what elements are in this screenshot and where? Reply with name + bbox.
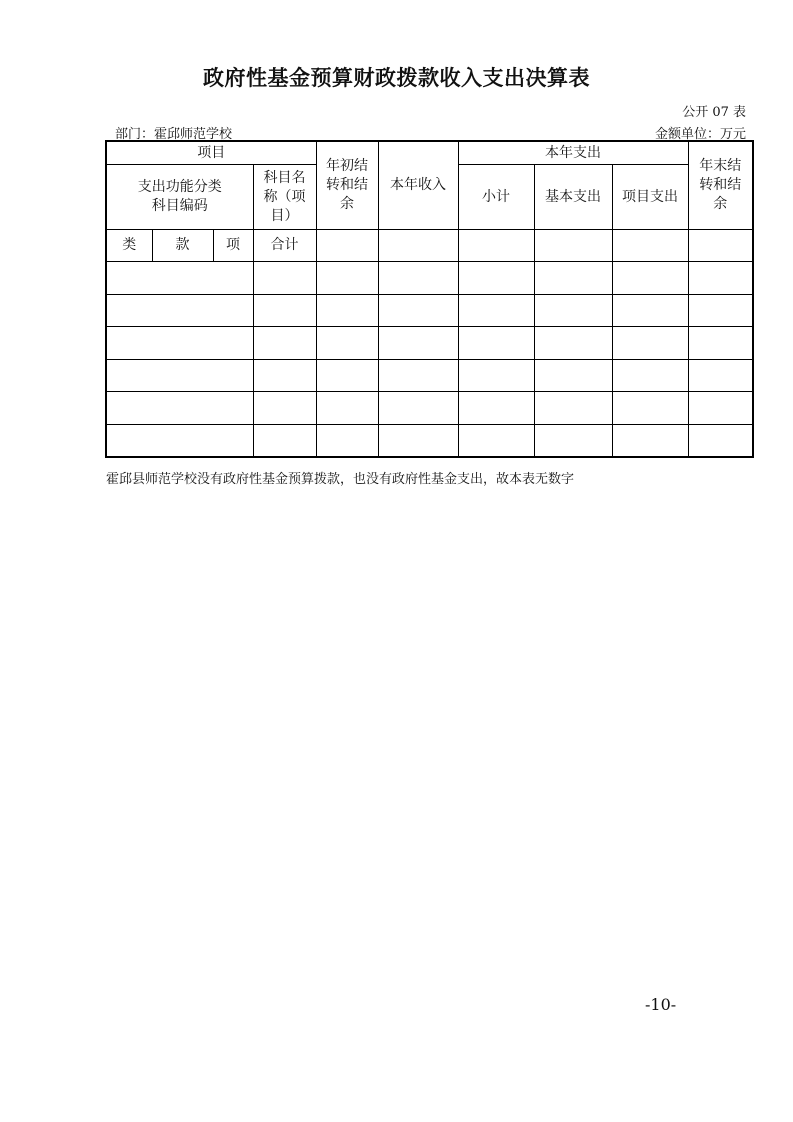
table-cell <box>458 294 534 327</box>
table-cell <box>106 424 253 457</box>
table-cell <box>106 392 253 425</box>
table-cell <box>534 359 612 392</box>
table-cell <box>612 392 688 425</box>
cell-empty <box>534 230 612 262</box>
table-cell <box>378 392 458 425</box>
table-cell <box>534 294 612 327</box>
table-cell <box>106 327 253 360</box>
table-cell <box>612 424 688 457</box>
table-code: 公开 07 表 <box>682 105 746 120</box>
function-code-line2: 科目编码 <box>151 198 208 214</box>
table-cell <box>612 294 688 327</box>
page-title: 政府性基金预算财政拨款收入支出决算表 <box>203 66 590 90</box>
header-current-income: 本年收入 <box>378 141 458 230</box>
table-cell <box>253 392 316 425</box>
page-number: -10- <box>645 995 677 1014</box>
header-category: 类 <box>106 230 152 262</box>
table-cell <box>106 294 253 327</box>
table-cell <box>316 359 378 392</box>
table-row <box>106 327 753 360</box>
table-cell <box>106 359 253 392</box>
table-cell <box>378 359 458 392</box>
table-cell <box>253 424 316 457</box>
table-cell <box>378 424 458 457</box>
header-begin-balance: 年初结转和结余 <box>316 141 378 230</box>
table-cell <box>253 294 316 327</box>
header-section: 款 <box>152 230 213 262</box>
table-cell <box>612 262 688 295</box>
table-cell <box>253 262 316 295</box>
header-subject-name: 科目名称（项目） <box>253 165 316 230</box>
table-cell <box>612 359 688 392</box>
table-row <box>106 424 753 457</box>
table-cell <box>253 327 316 360</box>
table-cell <box>458 424 534 457</box>
table-cell <box>534 424 612 457</box>
table-cell <box>378 327 458 360</box>
table-cell <box>458 392 534 425</box>
cell-empty <box>316 230 378 262</box>
function-code-line1: 支出功能分类 <box>137 179 222 195</box>
header-current-expense: 本年支出 <box>458 141 688 165</box>
table-row <box>106 392 753 425</box>
cell-empty <box>688 230 753 262</box>
table-cell <box>458 359 534 392</box>
budget-table <box>105 140 754 458</box>
department-label: 部门：霍邱师范学校 <box>115 127 233 142</box>
table-cell <box>316 294 378 327</box>
table-cell <box>253 359 316 392</box>
header-subtotal: 小计 <box>458 165 534 230</box>
table-cell <box>688 262 753 295</box>
table-cell <box>534 327 612 360</box>
header-project-expense: 项目支出 <box>612 165 688 230</box>
table-cell <box>316 424 378 457</box>
header-total: 合计 <box>253 230 316 262</box>
table-cell <box>688 392 753 425</box>
table-note: 霍邱县师范学校没有政府性基金预算拨款，也没有政府性基金支出，故本表无数字 <box>106 472 575 487</box>
header-project: 项目 <box>106 141 316 165</box>
table-cell <box>534 392 612 425</box>
table-cell <box>458 262 534 295</box>
table-cell <box>688 327 753 360</box>
cell-empty <box>378 230 458 262</box>
table-cell <box>688 424 753 457</box>
header-item: 项 <box>213 230 253 262</box>
table-cell <box>316 327 378 360</box>
cell-empty <box>458 230 534 262</box>
table-row <box>106 359 753 392</box>
table-cell <box>534 262 612 295</box>
table-cell <box>458 327 534 360</box>
table-cell <box>106 262 253 295</box>
header-function-code <box>106 165 253 230</box>
table-cell <box>688 294 753 327</box>
table-cell <box>612 327 688 360</box>
table-cell <box>688 359 753 392</box>
table-row <box>106 294 753 327</box>
header-basic-expense: 基本支出 <box>534 165 612 230</box>
unit-label: 金额单位：万元 <box>654 127 746 142</box>
table-cell <box>378 294 458 327</box>
table-row <box>106 262 753 295</box>
cell-empty <box>612 230 688 262</box>
table-cell <box>316 392 378 425</box>
header-end-balance: 年末结转和结余 <box>688 141 753 230</box>
table-cell <box>316 262 378 295</box>
table-cell <box>378 262 458 295</box>
